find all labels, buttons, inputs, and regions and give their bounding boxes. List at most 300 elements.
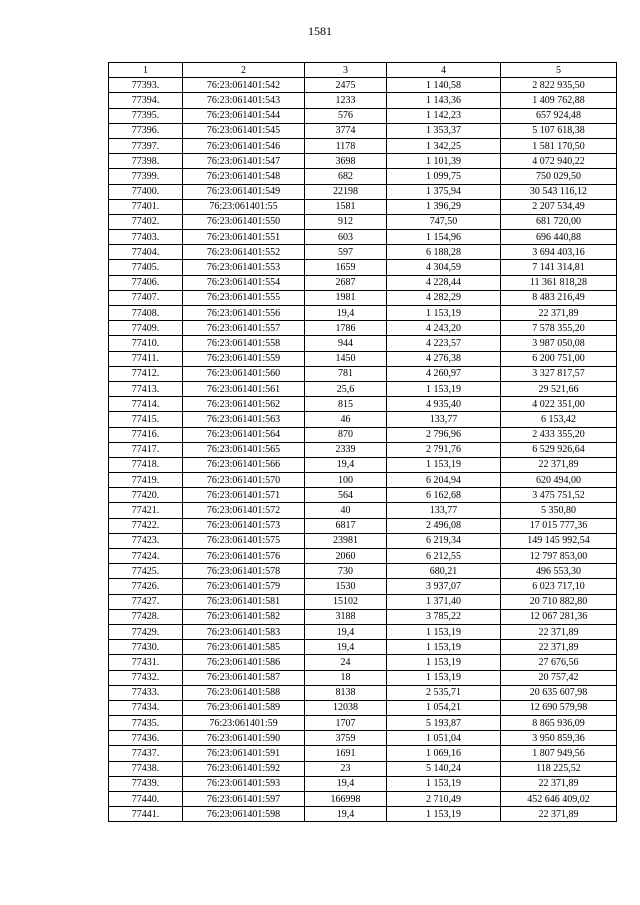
table-row — [109, 807, 617, 822]
rate-cell: 4 282,29 — [387, 290, 501, 305]
row-number-cell: 77428. — [109, 609, 183, 624]
area-cell: 1659 — [305, 260, 387, 275]
cadastral-number-cell: 76:23:061401:552 — [183, 245, 305, 260]
cadastral-number-cell: 76:23:061401:548 — [183, 169, 305, 184]
row-number-cell: 77414. — [109, 397, 183, 412]
rate-cell: 1 153,19 — [387, 624, 501, 639]
rate-cell: 2 535,71 — [387, 685, 501, 700]
table-row — [109, 169, 617, 184]
rate-cell: 2 710,49 — [387, 792, 501, 807]
rate-cell: 1 375,94 — [387, 184, 501, 199]
table-row — [109, 640, 617, 655]
table-row — [109, 473, 617, 488]
row-number-cell: 77426. — [109, 579, 183, 594]
area-cell: 576 — [305, 108, 387, 123]
cadastral-number-cell: 76:23:061401:565 — [183, 442, 305, 457]
row-number-cell: 77413. — [109, 381, 183, 396]
table-row — [109, 306, 617, 321]
table-row — [109, 488, 617, 503]
table-row — [109, 275, 617, 290]
rate-cell: 1 396,29 — [387, 199, 501, 214]
area-cell: 23981 — [305, 533, 387, 548]
value-cell: 8 865 936,09 — [501, 716, 617, 731]
value-cell: 6 153,42 — [501, 412, 617, 427]
cadastral-number-cell: 76:23:061401:549 — [183, 184, 305, 199]
rate-cell: 2 791,76 — [387, 442, 501, 457]
row-number-cell: 77393. — [109, 78, 183, 93]
table-row — [109, 108, 617, 123]
area-cell: 603 — [305, 230, 387, 245]
rate-cell: 747,50 — [387, 214, 501, 229]
rate-cell: 1 142,23 — [387, 108, 501, 123]
area-cell: 1691 — [305, 746, 387, 761]
cadastral-number-cell: 76:23:061401:576 — [183, 549, 305, 564]
column-header-1: 1 — [109, 63, 183, 78]
table-row — [109, 792, 617, 807]
rate-cell: 1 153,19 — [387, 776, 501, 791]
cadastral-table — [108, 62, 617, 822]
cadastral-number-cell: 76:23:061401:592 — [183, 761, 305, 776]
row-number-cell: 77417. — [109, 442, 183, 457]
value-cell: 5 107 618,38 — [501, 123, 617, 138]
row-number-cell: 77407. — [109, 290, 183, 305]
rate-cell: 4 260,97 — [387, 366, 501, 381]
value-cell: 27 676,56 — [501, 655, 617, 670]
rate-cell: 1 153,19 — [387, 655, 501, 670]
cadastral-number-cell: 76:23:061401:542 — [183, 78, 305, 93]
area-cell: 1981 — [305, 290, 387, 305]
value-cell: 6 529 926,64 — [501, 442, 617, 457]
table-row — [109, 685, 617, 700]
rate-cell: 1 140,58 — [387, 78, 501, 93]
value-cell: 20 635 607,98 — [501, 685, 617, 700]
column-header-3: 3 — [305, 63, 387, 78]
area-cell: 19,4 — [305, 776, 387, 791]
row-number-cell: 77411. — [109, 351, 183, 366]
table-row — [109, 609, 617, 624]
cadastral-number-cell: 76:23:061401:581 — [183, 594, 305, 609]
value-cell: 118 225,52 — [501, 761, 617, 776]
cadastral-number-cell: 76:23:061401:566 — [183, 457, 305, 472]
row-number-cell: 77403. — [109, 230, 183, 245]
cadastral-number-cell: 76:23:061401:573 — [183, 518, 305, 533]
row-number-cell: 77436. — [109, 731, 183, 746]
table-row — [109, 427, 617, 442]
area-cell: 1450 — [305, 351, 387, 366]
cadastral-number-cell: 76:23:061401:578 — [183, 564, 305, 579]
cadastral-number-cell: 76:23:061401:575 — [183, 533, 305, 548]
rate-cell: 1 051,04 — [387, 731, 501, 746]
value-cell: 6 200 751,00 — [501, 351, 617, 366]
row-number-cell: 77425. — [109, 564, 183, 579]
row-number-cell: 77423. — [109, 533, 183, 548]
area-cell: 781 — [305, 366, 387, 381]
cadastral-number-cell: 76:23:061401:598 — [183, 807, 305, 822]
table-row — [109, 336, 617, 351]
row-number-cell: 77402. — [109, 214, 183, 229]
value-cell: 1 409 762,88 — [501, 93, 617, 108]
table-row — [109, 594, 617, 609]
value-cell: 750 029,50 — [501, 169, 617, 184]
area-cell: 46 — [305, 412, 387, 427]
table-row — [109, 549, 617, 564]
value-cell: 12 690 579,98 — [501, 700, 617, 715]
row-number-cell: 77421. — [109, 503, 183, 518]
area-cell: 1707 — [305, 716, 387, 731]
row-number-cell: 77397. — [109, 138, 183, 153]
cadastral-number-cell: 76:23:061401:587 — [183, 670, 305, 685]
row-number-cell: 77412. — [109, 366, 183, 381]
rate-cell: 6 219,34 — [387, 533, 501, 548]
table-row — [109, 397, 617, 412]
area-cell: 6817 — [305, 518, 387, 533]
value-cell: 3 475 751,52 — [501, 488, 617, 503]
cadastral-number-cell: 76:23:061401:554 — [183, 275, 305, 290]
area-cell: 3698 — [305, 154, 387, 169]
table-row — [109, 199, 617, 214]
rate-cell: 6 188,28 — [387, 245, 501, 260]
row-number-cell: 77415. — [109, 412, 183, 427]
table-row — [109, 184, 617, 199]
row-number-cell: 77434. — [109, 700, 183, 715]
rate-cell: 1 153,19 — [387, 670, 501, 685]
area-cell: 22198 — [305, 184, 387, 199]
value-cell: 4 022 351,00 — [501, 397, 617, 412]
row-number-cell: 77404. — [109, 245, 183, 260]
table-row — [109, 442, 617, 457]
table-row — [109, 154, 617, 169]
row-number-cell: 77395. — [109, 108, 183, 123]
value-cell: 4 072 940,22 — [501, 154, 617, 169]
rate-cell: 1 342,25 — [387, 138, 501, 153]
area-cell: 25,6 — [305, 381, 387, 396]
row-number-cell: 77429. — [109, 624, 183, 639]
area-cell: 2687 — [305, 275, 387, 290]
row-number-cell: 77437. — [109, 746, 183, 761]
row-number-cell: 77439. — [109, 776, 183, 791]
row-number-cell: 77420. — [109, 488, 183, 503]
rate-cell: 1 099,75 — [387, 169, 501, 184]
value-cell: 657 924,48 — [501, 108, 617, 123]
rate-cell: 133,77 — [387, 412, 501, 427]
area-cell: 2339 — [305, 442, 387, 457]
cadastral-number-cell: 76:23:061401:547 — [183, 154, 305, 169]
table-row — [109, 503, 617, 518]
cadastral-number-cell: 76:23:061401:557 — [183, 321, 305, 336]
cadastral-number-cell: 76:23:061401:546 — [183, 138, 305, 153]
area-cell: 597 — [305, 245, 387, 260]
area-cell: 19,4 — [305, 640, 387, 655]
value-cell: 2 433 355,20 — [501, 427, 617, 442]
cadastral-number-cell: 76:23:061401:561 — [183, 381, 305, 396]
row-number-cell: 77427. — [109, 594, 183, 609]
area-cell: 8138 — [305, 685, 387, 700]
cadastral-number-cell: 76:23:061401:589 — [183, 700, 305, 715]
value-cell: 3 327 817,57 — [501, 366, 617, 381]
value-cell: 22 371,89 — [501, 624, 617, 639]
row-number-cell: 77394. — [109, 93, 183, 108]
rate-cell: 1 153,19 — [387, 457, 501, 472]
value-cell: 30 543 116,12 — [501, 184, 617, 199]
cadastral-number-cell: 76:23:061401:571 — [183, 488, 305, 503]
cadastral-number-cell: 76:23:061401:582 — [183, 609, 305, 624]
rate-cell: 133,77 — [387, 503, 501, 518]
value-cell: 2 822 935,50 — [501, 78, 617, 93]
value-cell: 17 015 777,36 — [501, 518, 617, 533]
area-cell: 730 — [305, 564, 387, 579]
rate-cell: 1 054,21 — [387, 700, 501, 715]
header-row — [109, 63, 617, 78]
rate-cell: 6 212,55 — [387, 549, 501, 564]
rate-cell: 1 153,19 — [387, 381, 501, 396]
value-cell: 22 371,89 — [501, 306, 617, 321]
rate-cell: 1 353,37 — [387, 123, 501, 138]
rate-cell: 1 153,19 — [387, 640, 501, 655]
rate-cell: 4 935,40 — [387, 397, 501, 412]
row-number-cell: 77400. — [109, 184, 183, 199]
cadastral-number-cell: 76:23:061401:558 — [183, 336, 305, 351]
area-cell: 870 — [305, 427, 387, 442]
value-cell: 22 371,89 — [501, 640, 617, 655]
value-cell: 496 553,30 — [501, 564, 617, 579]
value-cell: 2 207 534,49 — [501, 199, 617, 214]
table-row — [109, 230, 617, 245]
area-cell: 19,4 — [305, 457, 387, 472]
rate-cell: 4 304,59 — [387, 260, 501, 275]
rate-cell: 2 496,08 — [387, 518, 501, 533]
area-cell: 3759 — [305, 731, 387, 746]
area-cell: 3188 — [305, 609, 387, 624]
table-row — [109, 776, 617, 791]
area-cell: 2475 — [305, 78, 387, 93]
row-number-cell: 77398. — [109, 154, 183, 169]
row-number-cell: 77409. — [109, 321, 183, 336]
table-body — [109, 78, 617, 822]
area-cell: 40 — [305, 503, 387, 518]
table-row — [109, 214, 617, 229]
column-header-2: 2 — [183, 63, 305, 78]
table-row — [109, 138, 617, 153]
cadastral-number-cell: 76:23:061401:553 — [183, 260, 305, 275]
cadastral-number-cell: 76:23:061401:556 — [183, 306, 305, 321]
cadastral-number-cell: 76:23:061401:570 — [183, 473, 305, 488]
row-number-cell: 77438. — [109, 761, 183, 776]
table-row — [109, 670, 617, 685]
table-row — [109, 123, 617, 138]
table-row — [109, 351, 617, 366]
rate-cell: 5 140,24 — [387, 761, 501, 776]
value-cell: 8 483 216,49 — [501, 290, 617, 305]
rate-cell: 680,21 — [387, 564, 501, 579]
area-cell: 1581 — [305, 199, 387, 214]
value-cell: 3 694 403,16 — [501, 245, 617, 260]
value-cell: 620 494,00 — [501, 473, 617, 488]
area-cell: 1786 — [305, 321, 387, 336]
area-cell: 1530 — [305, 579, 387, 594]
value-cell: 22 371,89 — [501, 776, 617, 791]
table-row — [109, 564, 617, 579]
cadastral-number-cell: 76:23:061401:560 — [183, 366, 305, 381]
row-number-cell: 77422. — [109, 518, 183, 533]
rate-cell: 4 223,57 — [387, 336, 501, 351]
area-cell: 23 — [305, 761, 387, 776]
cadastral-number-cell: 76:23:061401:579 — [183, 579, 305, 594]
row-number-cell: 77416. — [109, 427, 183, 442]
table-row — [109, 93, 617, 108]
table-row — [109, 457, 617, 472]
area-cell: 2060 — [305, 549, 387, 564]
row-number-cell: 77406. — [109, 275, 183, 290]
cadastral-number-cell: 76:23:061401:563 — [183, 412, 305, 427]
table-row — [109, 655, 617, 670]
value-cell: 149 145 992,54 — [501, 533, 617, 548]
cadastral-number-cell: 76:23:061401:55 — [183, 199, 305, 214]
value-cell: 452 646 409,02 — [501, 792, 617, 807]
cadastral-number-cell: 76:23:061401:545 — [183, 123, 305, 138]
table-row — [109, 533, 617, 548]
value-cell: 696 440,88 — [501, 230, 617, 245]
rate-cell: 1 371,40 — [387, 594, 501, 609]
value-cell: 6 023 717,10 — [501, 579, 617, 594]
row-number-cell: 77419. — [109, 473, 183, 488]
column-header-5: 5 — [501, 63, 617, 78]
rate-cell: 1 154,96 — [387, 230, 501, 245]
cadastral-number-cell: 76:23:061401:585 — [183, 640, 305, 655]
value-cell: 5 350,80 — [501, 503, 617, 518]
value-cell: 7 141 314,81 — [501, 260, 617, 275]
rate-cell: 6 204,94 — [387, 473, 501, 488]
table-row — [109, 624, 617, 639]
cadastral-number-cell: 76:23:061401:544 — [183, 108, 305, 123]
rate-cell: 1 069,16 — [387, 746, 501, 761]
rate-cell: 1 153,19 — [387, 306, 501, 321]
row-number-cell: 77405. — [109, 260, 183, 275]
row-number-cell: 77432. — [109, 670, 183, 685]
cadastral-number-cell: 76:23:061401:550 — [183, 214, 305, 229]
cadastral-number-cell: 76:23:061401:559 — [183, 351, 305, 366]
cadastral-number-cell: 76:23:061401:590 — [183, 731, 305, 746]
area-cell: 912 — [305, 214, 387, 229]
row-number-cell: 77396. — [109, 123, 183, 138]
value-cell: 1 581 170,50 — [501, 138, 617, 153]
rate-cell: 1 153,19 — [387, 807, 501, 822]
value-cell: 681 720,00 — [501, 214, 617, 229]
rate-cell: 3 785,22 — [387, 609, 501, 624]
value-cell: 7 578 355,20 — [501, 321, 617, 336]
area-cell: 15102 — [305, 594, 387, 609]
cadastral-number-cell: 76:23:061401:583 — [183, 624, 305, 639]
value-cell: 3 950 859,36 — [501, 731, 617, 746]
rate-cell: 4 243,20 — [387, 321, 501, 336]
table-row — [109, 731, 617, 746]
table-row — [109, 746, 617, 761]
cadastral-number-cell: 76:23:061401:59 — [183, 716, 305, 731]
table-row — [109, 260, 617, 275]
row-number-cell: 77401. — [109, 199, 183, 214]
area-cell: 3774 — [305, 123, 387, 138]
cadastral-number-cell: 76:23:061401:562 — [183, 397, 305, 412]
value-cell: 29 521,66 — [501, 381, 617, 396]
table-row — [109, 245, 617, 260]
cadastral-number-cell: 76:23:061401:597 — [183, 792, 305, 807]
table-row — [109, 700, 617, 715]
value-cell: 22 371,89 — [501, 807, 617, 822]
rate-cell: 1 101,39 — [387, 154, 501, 169]
area-cell: 682 — [305, 169, 387, 184]
area-cell: 564 — [305, 488, 387, 503]
area-cell: 19,4 — [305, 807, 387, 822]
rate-cell: 1 143,36 — [387, 93, 501, 108]
value-cell: 12 797 853,00 — [501, 549, 617, 564]
area-cell: 12038 — [305, 700, 387, 715]
value-cell: 3 987 050,08 — [501, 336, 617, 351]
rate-cell: 4 276,38 — [387, 351, 501, 366]
cadastral-number-cell: 76:23:061401:593 — [183, 776, 305, 791]
value-cell: 20 757,42 — [501, 670, 617, 685]
table-row — [109, 321, 617, 336]
row-number-cell: 77441. — [109, 807, 183, 822]
cadastral-number-cell: 76:23:061401:551 — [183, 230, 305, 245]
row-number-cell: 77431. — [109, 655, 183, 670]
area-cell: 1233 — [305, 93, 387, 108]
rate-cell: 3 937,07 — [387, 579, 501, 594]
table-row — [109, 290, 617, 305]
area-cell: 944 — [305, 336, 387, 351]
page-number: 1581 — [308, 24, 332, 38]
table-row — [109, 381, 617, 396]
area-cell: 100 — [305, 473, 387, 488]
row-number-cell: 77430. — [109, 640, 183, 655]
row-number-cell: 77399. — [109, 169, 183, 184]
value-cell: 11 361 818,28 — [501, 275, 617, 290]
rate-cell: 5 193,87 — [387, 716, 501, 731]
table-row — [109, 366, 617, 381]
cadastral-number-cell: 76:23:061401:591 — [183, 746, 305, 761]
value-cell: 1 807 949,56 — [501, 746, 617, 761]
row-number-cell: 77408. — [109, 306, 183, 321]
cadastral-number-cell: 76:23:061401:555 — [183, 290, 305, 305]
cadastral-number-cell: 76:23:061401:586 — [183, 655, 305, 670]
table-row — [109, 579, 617, 594]
table-row — [109, 518, 617, 533]
rate-cell: 6 162,68 — [387, 488, 501, 503]
cadastral-number-cell: 76:23:061401:543 — [183, 93, 305, 108]
area-cell: 815 — [305, 397, 387, 412]
area-cell: 166998 — [305, 792, 387, 807]
cadastral-number-cell: 76:23:061401:572 — [183, 503, 305, 518]
area-cell: 19,4 — [305, 624, 387, 639]
area-cell: 1178 — [305, 138, 387, 153]
table-row — [109, 761, 617, 776]
row-number-cell: 77440. — [109, 792, 183, 807]
area-cell: 19,4 — [305, 306, 387, 321]
value-cell: 22 371,89 — [501, 457, 617, 472]
area-cell: 24 — [305, 655, 387, 670]
column-header-4: 4 — [387, 63, 501, 78]
rate-cell: 4 228,44 — [387, 275, 501, 290]
table-row — [109, 716, 617, 731]
cadastral-number-cell: 76:23:061401:564 — [183, 427, 305, 442]
value-cell: 20 710 882,80 — [501, 594, 617, 609]
cadastral-number-cell: 76:23:061401:588 — [183, 685, 305, 700]
area-cell: 18 — [305, 670, 387, 685]
row-number-cell: 77424. — [109, 549, 183, 564]
table-row — [109, 412, 617, 427]
row-number-cell: 77433. — [109, 685, 183, 700]
row-number-cell: 77435. — [109, 716, 183, 731]
row-number-cell: 77418. — [109, 457, 183, 472]
row-number-cell: 77410. — [109, 336, 183, 351]
